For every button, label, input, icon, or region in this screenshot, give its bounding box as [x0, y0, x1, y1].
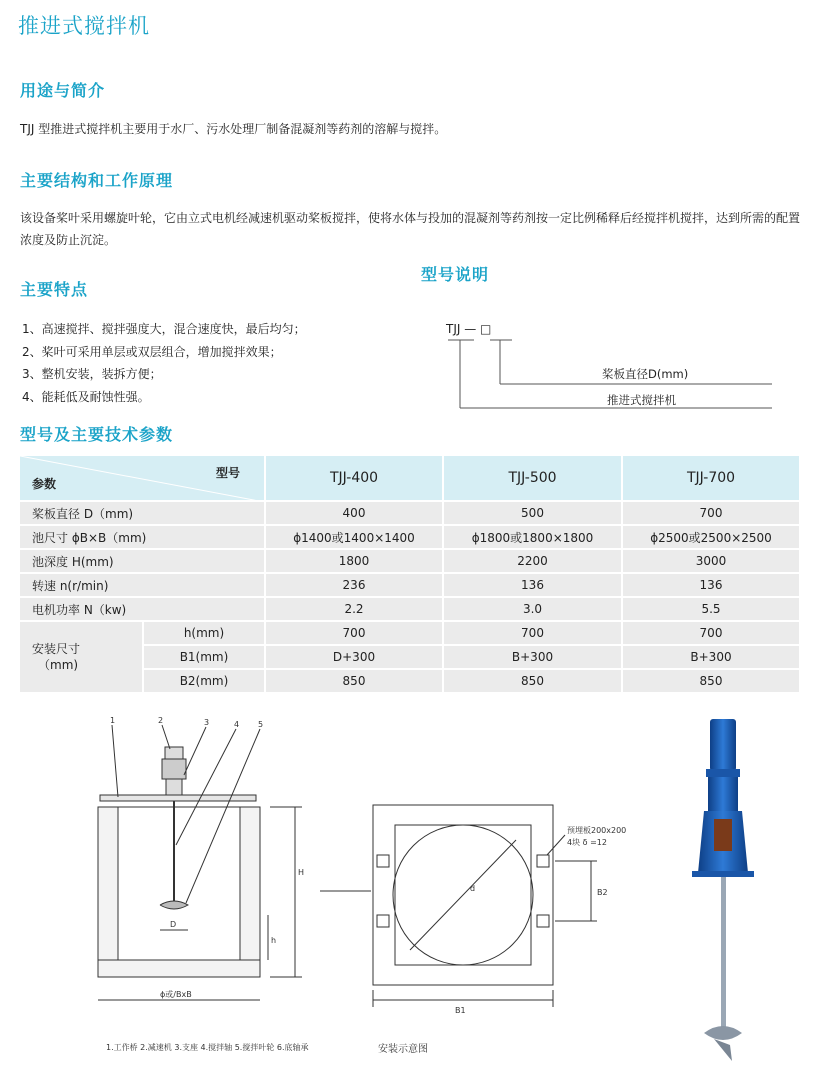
- install-sub-label: B2(mm): [144, 670, 266, 694]
- table-cell: ϕ1400或1400×1400: [266, 526, 444, 550]
- table-cell: 5.5: [623, 598, 801, 622]
- table-cell: 136: [444, 574, 623, 598]
- callout-3: 3: [204, 718, 210, 727]
- callout-1: 1: [110, 716, 116, 725]
- mixer-machine-image: [690, 715, 770, 1065]
- page-title: 推进式搅拌机: [18, 14, 150, 38]
- row-label: 池深度 H(mm): [20, 550, 266, 574]
- model-code: TJJ — □: [446, 322, 492, 336]
- table-cell: B+300: [623, 646, 801, 670]
- install-plan-drawing: [315, 795, 645, 1020]
- install-sub-label: B1(mm): [144, 646, 266, 670]
- feature-item: 2、桨叶可采用单层或双层组合，增加搅拌效果；: [22, 344, 282, 359]
- tank-section-drawing: [90, 715, 330, 1015]
- feature-item: 1、高速搅拌、搅拌强度大，混合速度快，最后均匀；: [22, 322, 306, 336]
- callout-2: 2: [158, 716, 164, 725]
- structure-text: 该设备桨叶采用螺旋叶轮，它由立式电机经减速机驱动桨板搅拌，使将水体与投加的混凝剂等药剂按一定比例稀释后经搅拌机搅拌，达到所需的配置浓度及防止沉淀。: [20, 211, 801, 247]
- model-header: TJJ-700: [623, 456, 801, 502]
- corner-param-label: 参数: [32, 477, 57, 491]
- table-cell: 2200: [444, 550, 623, 574]
- install-label-cell: [20, 622, 144, 694]
- install-sub-label: h(mm): [144, 622, 266, 646]
- table-cell: 700: [444, 622, 623, 646]
- table-cell: 236: [266, 574, 444, 598]
- dim-bottom: ϕ或/BxB: [160, 990, 192, 999]
- dim-B2: B2: [597, 888, 608, 897]
- plate-count-note: 4块 δ =12: [567, 838, 607, 847]
- table-cell: B+300: [444, 646, 623, 670]
- feature-item: 4、能耗低及耐蚀性强。: [22, 389, 150, 404]
- table-cell: 850: [623, 670, 801, 694]
- features-heading: 主要特点: [20, 280, 89, 299]
- table-cell: 400: [266, 502, 444, 526]
- dim-d: d: [470, 884, 476, 893]
- callout-4: 4: [234, 720, 240, 729]
- model-label-name: 推进式搅拌机: [607, 393, 676, 407]
- corner-model-label: 型号: [215, 466, 240, 480]
- table-cell: 1800: [266, 550, 444, 574]
- table-row: [20, 574, 801, 598]
- callout-5: 5: [258, 720, 264, 729]
- left-drawing-caption: 1.工作桥 2.减速机 3.支座 4.搅拌轴 5.搅拌叶轮 6.底轴承: [106, 1043, 309, 1052]
- model-explain-heading: 型号说明: [421, 265, 490, 284]
- plate-note: 预埋板200x200: [567, 826, 627, 835]
- row-label: 桨板直径 D（mm): [20, 502, 266, 526]
- row-label: 电机功率 N（kw): [20, 598, 266, 622]
- dim-h: h: [271, 936, 277, 945]
- table-row: [20, 622, 801, 646]
- install-unit: （mm): [38, 658, 79, 672]
- table-cell: 700: [266, 622, 444, 646]
- params-heading: 型号及主要技术参数: [20, 425, 174, 444]
- model-header: TJJ-400: [266, 456, 444, 502]
- right-drawing-caption: 安装示意图: [378, 1044, 428, 1055]
- table-row: [20, 502, 801, 526]
- table-corner-cell: [20, 456, 266, 502]
- install-label: 安装尺寸: [32, 642, 81, 656]
- features-list: [22, 318, 306, 408]
- usage-text: TJJ 型推进式搅拌机主要用于水厂、污水处理厂制备混凝剂等药剂的溶解与搅拌。: [20, 122, 447, 136]
- table-row: [20, 526, 801, 550]
- table-cell: D+300: [266, 646, 444, 670]
- row-label: 池尺寸 ϕB×B（mm): [20, 526, 266, 550]
- table-cell: 136: [623, 574, 801, 598]
- table-cell: 700: [623, 502, 801, 526]
- structure-heading: 主要结构和工作原理: [20, 171, 174, 190]
- feature-item: 3、整机安装，装拆方便；: [22, 367, 162, 381]
- dim-H: H: [298, 868, 305, 877]
- table-cell: 700: [623, 622, 801, 646]
- params-table: [20, 456, 801, 694]
- table-cell: 850: [444, 670, 623, 694]
- row-label: 转速 n(r/min): [20, 574, 266, 598]
- model-label-diameter: 桨板直径D(mm): [602, 367, 689, 381]
- table-cell: ϕ1800或1800×1800: [444, 526, 623, 550]
- table-cell: 2.2: [266, 598, 444, 622]
- table-row: [20, 550, 801, 574]
- usage-heading: 用途与简介: [20, 81, 106, 100]
- table-cell: 500: [444, 502, 623, 526]
- dim-D: D: [170, 920, 177, 929]
- table-cell: 850: [266, 670, 444, 694]
- table-cell: ϕ2500或2500×2500: [623, 526, 801, 550]
- table-row: [20, 598, 801, 622]
- table-cell: 3.0: [444, 598, 623, 622]
- table-header-row: [20, 456, 801, 502]
- table-cell: 3000: [623, 550, 801, 574]
- dim-B1: B1: [455, 1006, 466, 1015]
- model-header: TJJ-500: [444, 456, 623, 502]
